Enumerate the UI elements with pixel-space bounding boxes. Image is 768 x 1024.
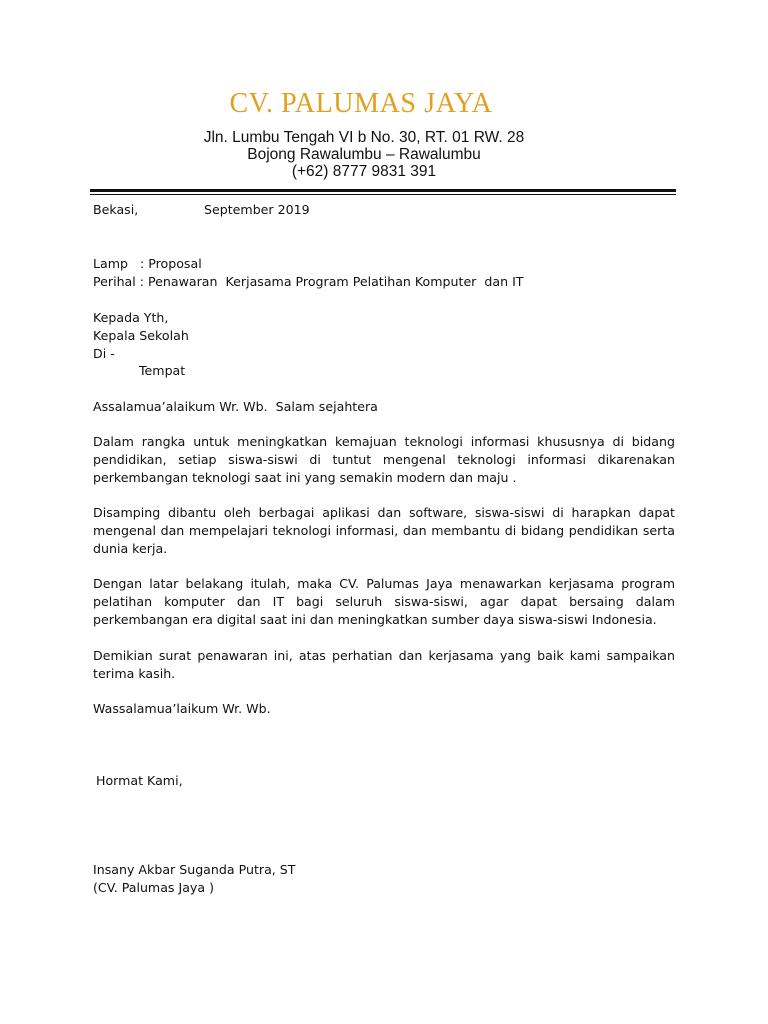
subject-line: Perihal : Penawaran Kerjasama Program Pelatihan Komputer dan IT: [93, 274, 524, 289]
body-paragraph: [93, 647, 675, 683]
body-paragraph: [93, 575, 675, 629]
attachment-line: Lamp : Proposal: [93, 256, 202, 271]
letterhead-rule-thin: [90, 194, 676, 195]
closing-salutation: Wassalamua’laikum Wr. Wb.: [93, 701, 271, 716]
recipient-line: Di -: [93, 346, 115, 361]
paragraph-line: Dalam rangka untuk meningkatkan kemajuan teknologi informasi khususnya di bidang: [93, 434, 675, 449]
recipient-line: Kepala Sekolah: [93, 328, 189, 343]
body-paragraph: [93, 433, 675, 487]
letter-date: September 2019: [204, 202, 310, 217]
company-phone: (+62) 8777 9831 391: [291, 163, 437, 180]
signer-organization: (CV. Palumas Jaya ): [93, 880, 214, 895]
greeting: Assalamua’alaikum Wr. Wb. Salam sejahtera: [93, 399, 378, 414]
regards: Hormat Kami,: [96, 773, 183, 788]
paragraph-line: Disamping dibantu oleh berbagai aplikasi dan software, siswa-siswi di harapkan dapat: [93, 505, 675, 520]
paragraph-line: mengenal dan mempelajari teknologi informasi, dan membantu di bidang pendidikan serta: [93, 523, 675, 538]
body-paragraph: [93, 504, 675, 558]
company-address-line1: Jln. Lumbu Tengah VI b No. 30, RT. 01 RW. 28: [203, 129, 525, 146]
paragraph-line: perkembangan era digital saat ini dan meningkatkan sumber daya siswa-siswi Indonesia.: [93, 612, 657, 627]
paragraph-line: pendidikan, setiap siswa-siswi di tuntut mengenal teknologi informasi dikarenakan: [93, 452, 675, 467]
paragraph-line: dunia kerja.: [93, 541, 168, 556]
paragraph-line: perkembangan teknologi saat ini yang semakin modern dan maju .: [93, 470, 517, 485]
company-name: CV. PALUMAS JAYA: [229, 88, 493, 119]
paragraph-line: Demikian surat penawaran ini, atas perhatian dan kerjasama yang baik kami sampaikan: [93, 648, 675, 663]
company-address-line2: Bojong Rawalumbu – Rawalumbu: [247, 146, 481, 163]
recipient-line: Kepada Yth,: [93, 310, 169, 325]
letter-city: Bekasi,: [93, 202, 139, 217]
paragraph-line: Dengan latar belakang itulah, maka CV. Palumas Jaya menawarkan kerjasama program: [93, 576, 675, 591]
paragraph-line: terima kasih.: [93, 666, 176, 681]
recipient-line: Tempat: [139, 363, 186, 378]
paragraph-line: pelatihan komputer dan IT bagi seluruh siswa-siswi, agar dapat bersaing dalam: [93, 594, 675, 609]
letterhead-rule-thick: [90, 189, 676, 192]
signer-name: Insany Akbar Suganda Putra, ST: [93, 862, 296, 877]
